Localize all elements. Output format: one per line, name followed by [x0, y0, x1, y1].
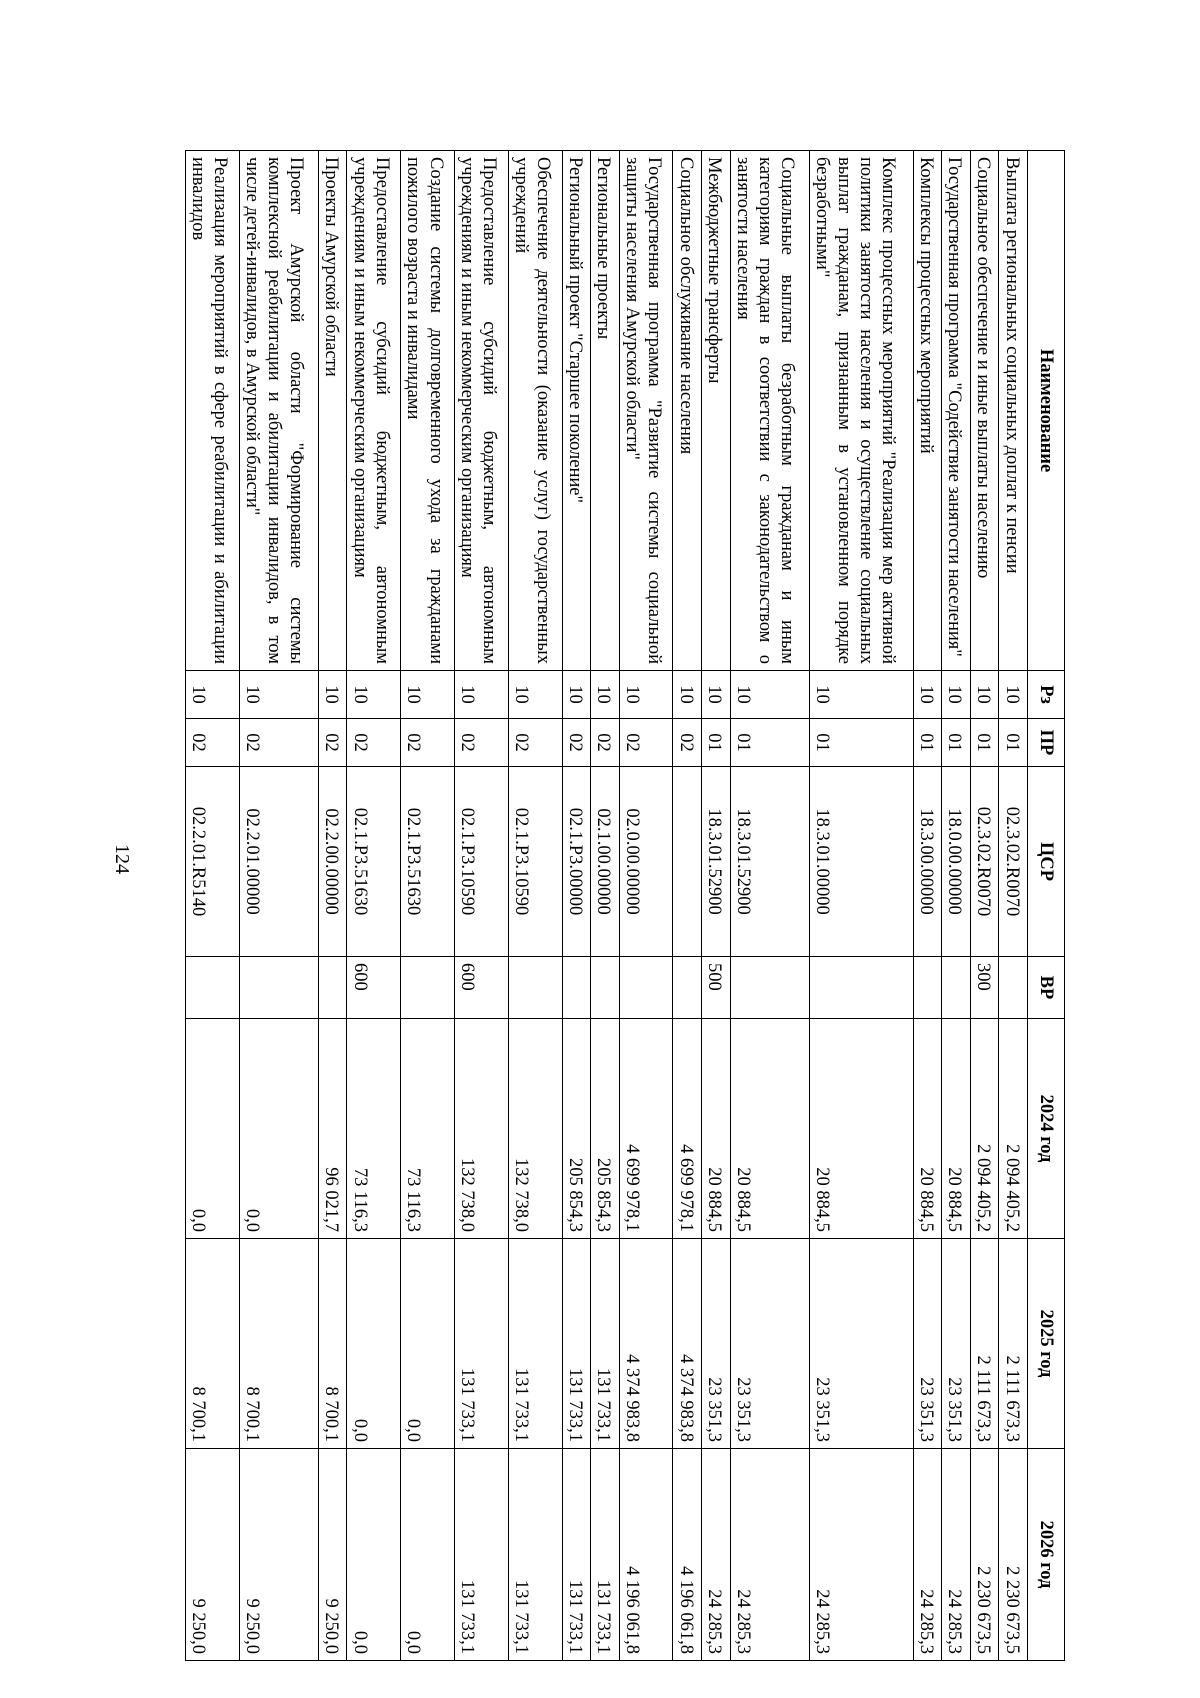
row-rz-cell: 10 — [508, 671, 562, 719]
table-row — [730, 151, 809, 1661]
row-pr-cell: 02 — [508, 719, 562, 767]
row-2025-cell: 23 351,3 — [702, 1239, 731, 1449]
row-name-cell: Предоставление субсидий бюджетным, автономным учреждениям и иным некоммерческим организациям — [347, 151, 401, 671]
row-name-cell: Государственная программа "Развитие системы социальной защиты населения Амурской области" — [619, 151, 673, 671]
row-vr-cell — [942, 957, 971, 1019]
row-pr-cell: 02 — [673, 719, 702, 767]
budget-table-container — [185, 150, 1065, 1660]
table-header-row — [1028, 151, 1065, 1661]
row-pr-cell: 02 — [562, 719, 591, 767]
row-pr-cell: 02 — [619, 719, 673, 767]
row-name-cell: Социальные выплаты безработным гражданам и иным категориям граждан в соответствии с законодательством о занятости населения — [730, 151, 809, 671]
row-pr-cell: 01 — [942, 719, 971, 767]
table-row — [913, 151, 942, 1661]
row-2025-cell: 0,0 — [347, 1239, 401, 1449]
row-rz-cell: 10 — [239, 671, 318, 719]
row-2025-cell: 2 111 673,3 — [970, 1239, 999, 1449]
row-2026-cell: 24 285,3 — [913, 1449, 942, 1661]
row-csr-cell: 02.3.02.R0070 — [999, 767, 1028, 957]
table-row — [591, 151, 620, 1661]
row-2024-cell: 73 116,3 — [401, 1019, 455, 1239]
row-2026-cell: 2 230 673,5 — [999, 1449, 1028, 1661]
row-vr-cell: 300 — [970, 957, 999, 1019]
row-pr-cell: 02 — [239, 719, 318, 767]
table-row — [942, 151, 971, 1661]
row-2024-cell: 73 116,3 — [347, 1019, 401, 1239]
table-row — [347, 151, 401, 1661]
row-pr-cell: 02 — [318, 719, 347, 767]
row-2025-cell: 8 700,1 — [318, 1239, 347, 1449]
row-rz-cell: 10 — [619, 671, 673, 719]
table-row — [619, 151, 673, 1661]
row-pr-cell: 01 — [913, 719, 942, 767]
col-header-name: Наименование — [1028, 151, 1065, 671]
row-2024-cell: 205 854,3 — [562, 1019, 591, 1239]
row-2026-cell: 24 285,3 — [730, 1449, 809, 1661]
row-2024-cell: 20 884,5 — [913, 1019, 942, 1239]
row-2025-cell: 8 700,1 — [186, 1239, 240, 1449]
table-row — [454, 151, 508, 1661]
row-2024-cell: 20 884,5 — [809, 1019, 913, 1239]
row-csr-cell: 18.3.01.52900 — [730, 767, 809, 957]
table-row — [508, 151, 562, 1661]
row-rz-cell: 10 — [454, 671, 508, 719]
row-csr-cell: 18.3.01.00000 — [809, 767, 913, 957]
table-row — [239, 151, 318, 1661]
row-name-cell: Социальное обеспечение и иные выплаты населению — [970, 151, 999, 671]
row-2026-cell: 131 733,1 — [591, 1449, 620, 1661]
row-name-cell: Проекты Амурской области — [318, 151, 347, 671]
row-2024-cell: 2 094 405,2 — [970, 1019, 999, 1239]
row-vr-cell — [591, 957, 620, 1019]
row-2026-cell: 9 250,0 — [318, 1449, 347, 1661]
table-row — [999, 151, 1028, 1661]
col-header-pr: ПР — [1028, 719, 1065, 767]
row-rz-cell: 10 — [318, 671, 347, 719]
row-2024-cell: 20 884,5 — [702, 1019, 731, 1239]
row-name-cell: Предоставление субсидий бюджетным, автономным учреждениям и иным некоммерческим организациям — [454, 151, 508, 671]
row-rz-cell: 10 — [673, 671, 702, 719]
row-vr-cell — [619, 957, 673, 1019]
row-2024-cell: 0,0 — [239, 1019, 318, 1239]
row-2025-cell: 131 733,1 — [591, 1239, 620, 1449]
row-2026-cell: 24 285,3 — [942, 1449, 971, 1661]
row-csr-cell: 02.1.P3.10590 — [454, 767, 508, 957]
row-2026-cell: 131 733,1 — [562, 1449, 591, 1661]
col-header-2024: 2024 год — [1028, 1019, 1065, 1239]
row-2026-cell: 4 196 061,8 — [673, 1449, 702, 1661]
row-rz-cell: 10 — [186, 671, 240, 719]
row-2024-cell: 205 854,3 — [591, 1019, 620, 1239]
row-2024-cell: 2 094 405,2 — [999, 1019, 1028, 1239]
row-2024-cell: 96 021,7 — [318, 1019, 347, 1239]
col-header-2026: 2026 год — [1028, 1449, 1065, 1661]
row-2026-cell: 0,0 — [347, 1449, 401, 1661]
page-number: 124 — [111, 844, 133, 874]
row-2026-cell: 24 285,3 — [809, 1449, 913, 1661]
row-pr-cell: 01 — [702, 719, 731, 767]
row-2025-cell: 4 374 983,8 — [619, 1239, 673, 1449]
row-2026-cell: 0,0 — [401, 1449, 455, 1661]
row-csr-cell: 02.2.00.00000 — [318, 767, 347, 957]
row-pr-cell: 02 — [454, 719, 508, 767]
row-vr-cell — [562, 957, 591, 1019]
row-csr-cell: 02.1.P3.51630 — [401, 767, 455, 957]
row-rz-cell: 10 — [702, 671, 731, 719]
row-2024-cell: 20 884,5 — [942, 1019, 971, 1239]
row-2024-cell: 20 884,5 — [730, 1019, 809, 1239]
row-2025-cell: 23 351,3 — [809, 1239, 913, 1449]
row-pr-cell: 02 — [347, 719, 401, 767]
row-pr-cell: 01 — [999, 719, 1028, 767]
table-row — [318, 151, 347, 1661]
table-row — [401, 151, 455, 1661]
col-header-rz: Рз — [1028, 671, 1065, 719]
row-name-cell: Обеспечение деятельности (оказание услуг) государственных учреждений — [508, 151, 562, 671]
row-vr-cell — [730, 957, 809, 1019]
col-header-vr: ВР — [1028, 957, 1065, 1019]
row-name-cell: Региональный проект "Старшее поколение" — [562, 151, 591, 671]
row-rz-cell: 10 — [999, 671, 1028, 719]
row-rz-cell: 10 — [970, 671, 999, 719]
row-2024-cell: 4 699 978,1 — [673, 1019, 702, 1239]
row-rz-cell: 10 — [809, 671, 913, 719]
row-2025-cell: 131 733,1 — [454, 1239, 508, 1449]
row-csr-cell — [673, 767, 702, 957]
row-2026-cell: 131 733,1 — [508, 1449, 562, 1661]
table-row — [970, 151, 999, 1661]
row-pr-cell: 01 — [809, 719, 913, 767]
row-vr-cell — [809, 957, 913, 1019]
row-csr-cell: 18.0.00.00000 — [942, 767, 971, 957]
row-vr-cell — [186, 957, 240, 1019]
row-csr-cell: 02.1.P3.51630 — [347, 767, 401, 957]
row-rz-cell: 10 — [347, 671, 401, 719]
col-header-csr: ЦСР — [1028, 767, 1065, 957]
row-2026-cell: 9 250,0 — [239, 1449, 318, 1661]
row-name-cell: Комплексы процессных мероприятий — [913, 151, 942, 671]
row-name-cell: Государственная программа "Содействие занятости населения" — [942, 151, 971, 671]
table-row — [186, 151, 240, 1661]
table-row — [673, 151, 702, 1661]
table-row — [809, 151, 913, 1661]
row-rz-cell: 10 — [562, 671, 591, 719]
row-rz-cell: 10 — [401, 671, 455, 719]
row-csr-cell: 18.3.01.52900 — [702, 767, 731, 957]
row-csr-cell: 02.1.P3.10590 — [508, 767, 562, 957]
row-vr-cell — [913, 957, 942, 1019]
row-2025-cell: 131 733,1 — [562, 1239, 591, 1449]
row-csr-cell: 02.2.01.00000 — [239, 767, 318, 957]
row-csr-cell: 02.1.00.00000 — [591, 767, 620, 957]
row-vr-cell — [318, 957, 347, 1019]
row-pr-cell: 01 — [970, 719, 999, 767]
row-2025-cell: 2 111 673,3 — [999, 1239, 1028, 1449]
row-2026-cell: 131 733,1 — [454, 1449, 508, 1661]
row-csr-cell: 02.0.00.00000 — [619, 767, 673, 957]
row-name-cell: Проект Амурской области "Формирование системы комплексной реабилитации и абилитации инвалидов, в том числе детей-инвалидов, в Амурской области" — [239, 151, 318, 671]
row-2025-cell: 0,0 — [401, 1239, 455, 1449]
row-pr-cell: 01 — [730, 719, 809, 767]
row-2025-cell: 23 351,3 — [913, 1239, 942, 1449]
row-vr-cell — [508, 957, 562, 1019]
row-vr-cell: 500 — [702, 957, 731, 1019]
row-pr-cell: 02 — [591, 719, 620, 767]
row-2025-cell: 23 351,3 — [730, 1239, 809, 1449]
row-2026-cell: 2 230 673,5 — [970, 1449, 999, 1661]
row-vr-cell: 600 — [347, 957, 401, 1019]
row-vr-cell — [239, 957, 318, 1019]
row-2024-cell: 0,0 — [186, 1019, 240, 1239]
row-pr-cell: 02 — [401, 719, 455, 767]
row-rz-cell: 10 — [730, 671, 809, 719]
row-csr-cell: 18.3.00.00000 — [913, 767, 942, 957]
row-vr-cell — [673, 957, 702, 1019]
row-rz-cell: 10 — [913, 671, 942, 719]
row-2025-cell: 131 733,1 — [508, 1239, 562, 1449]
row-2025-cell: 23 351,3 — [942, 1239, 971, 1449]
row-2026-cell: 4 196 061,8 — [619, 1449, 673, 1661]
row-rz-cell: 10 — [942, 671, 971, 719]
row-name-cell: Социальное обслуживание населения — [673, 151, 702, 671]
row-name-cell: Реализация мероприятий в сфере реабилитации и абилитации инвалидов — [186, 151, 240, 671]
budget-table — [185, 150, 1065, 1661]
row-2024-cell: 132 738,0 — [454, 1019, 508, 1239]
table-body — [186, 151, 1028, 1661]
col-header-2025: 2025 год — [1028, 1239, 1065, 1449]
row-2024-cell: 4 699 978,1 — [619, 1019, 673, 1239]
row-vr-cell — [401, 957, 455, 1019]
row-name-cell: Создание системы долговременного ухода за гражданами пожилого возраста и инвалидами — [401, 151, 455, 671]
table-row — [702, 151, 731, 1661]
row-csr-cell: 02.3.02.R0070 — [970, 767, 999, 957]
row-rz-cell: 10 — [591, 671, 620, 719]
row-vr-cell: 600 — [454, 957, 508, 1019]
row-name-cell: Комплекс процессных мероприятий "Реализация мер активной политики занятости населения и осуществление социальных выплат гражданам, признанным в установленном порядке безработными" — [809, 151, 913, 671]
row-csr-cell: 02.1.P3.00000 — [562, 767, 591, 957]
row-csr-cell: 02.2.01.R5140 — [186, 767, 240, 957]
row-name-cell: Выплата региональных социальных доплат к пенсии — [999, 151, 1028, 671]
row-name-cell: Региональные проекты — [591, 151, 620, 671]
row-vr-cell — [999, 957, 1028, 1019]
row-2026-cell: 9 250,0 — [186, 1449, 240, 1661]
row-2026-cell: 24 285,3 — [702, 1449, 731, 1661]
row-name-cell: Межбюджетные трансферты — [702, 151, 731, 671]
table-row — [562, 151, 591, 1661]
row-2025-cell: 8 700,1 — [239, 1239, 318, 1449]
row-pr-cell: 02 — [186, 719, 240, 767]
row-2024-cell: 132 738,0 — [508, 1019, 562, 1239]
row-2025-cell: 4 374 983,8 — [673, 1239, 702, 1449]
